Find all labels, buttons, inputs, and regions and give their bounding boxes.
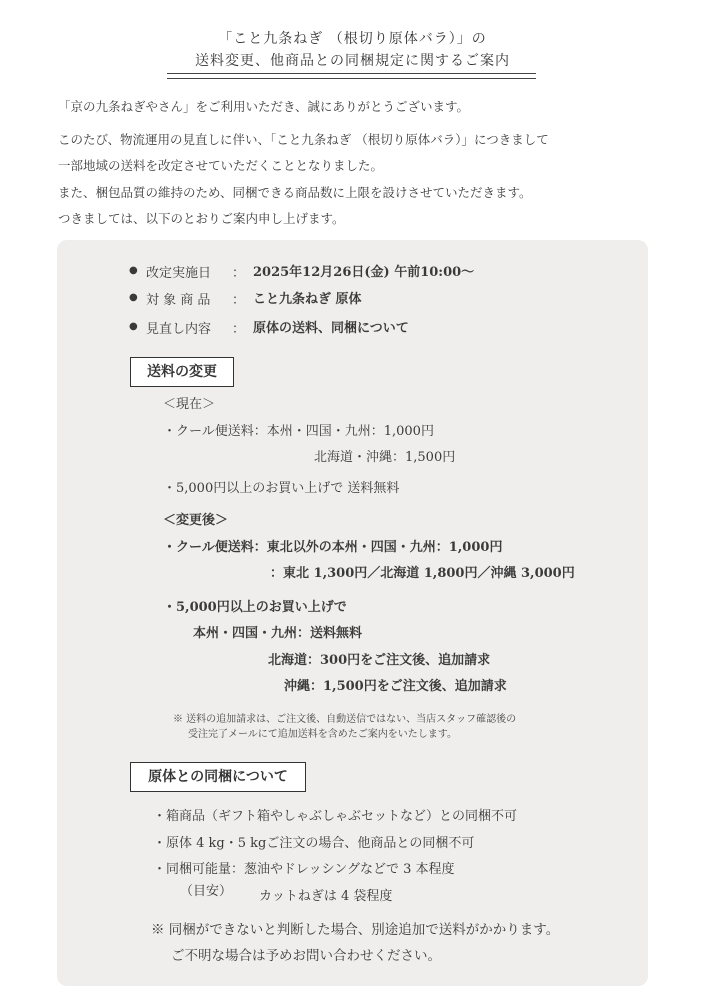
bundle-guide-label: （目安） (180, 884, 233, 899)
summary-value: 原体の送料、同梱について (253, 321, 409, 336)
summary-separator: ： (232, 293, 246, 308)
after-free-honshu: 本州・四国・九州：送料無料 (193, 626, 363, 641)
shipping-note-line1: ※ 送料の追加請求は、ご注文後、自動送信ではない、当店スタッフ確認後の (173, 714, 517, 725)
after-cool-rate-line1: ・クール便送料：東北以外の本州・四国・九州：1,000円 (163, 540, 503, 555)
bullet-icon: ● (129, 265, 138, 276)
after-free-title: ・5,000円以上のお買い上げで (163, 600, 347, 615)
after-free-hokkaido: 北海道：300円をご注文後、追加請求 (268, 653, 491, 668)
current-cool-rate-line1: ・クール便送料：本州・四国・九州：1,000円 (163, 424, 434, 439)
intro-paragraph-1: 「京の九条ねぎやさん」をご利用いただき、誠にありがとうございます。 (58, 99, 470, 114)
bundle-rule-2: ・原体 4 kg・5 kgご注文の場合、他商品との同梱不可 (153, 836, 475, 851)
after-cool-rate-line2: ：東北 1,300円／北海道 1,800円／沖縄 3,000円 (270, 566, 575, 581)
current-heading: ＜現在＞ (163, 397, 216, 412)
intro-paragraph-2: このたび、物流運用の見直しに伴い、「こと九条ねぎ （根切り原体バラ）」につきまして (58, 132, 549, 147)
after-heading: ＜変更後＞ (163, 513, 229, 528)
footer-note-line1: ※ 同梱ができないと判断した場合、別途追加で送料がかかります。 (151, 922, 560, 938)
summary-label: 見直し内容 (146, 322, 212, 337)
bullet-icon: ● (129, 321, 138, 332)
bundle-rule-1: ・箱商品（ギフト箱やしゃぶしゃぶセットなど）との同梱不可 (153, 809, 518, 824)
title-underline-bottom (167, 78, 536, 79)
intro-paragraph-5: つきましては、以下のとおりご案内申し上げます。 (58, 211, 345, 226)
intro-paragraph-4: また、梱包品質の維持のため、同梱できる商品数に上限を設けさせていただきます。 (58, 185, 532, 200)
summary-separator: ： (232, 322, 246, 337)
shipping-section-heading: 送料の変更 (130, 357, 234, 387)
title-underline-top (167, 73, 536, 74)
notice-title-line2: 送料変更、他商品との同梱規定に関するご案内 (195, 53, 510, 69)
bullet-icon: ● (129, 292, 138, 303)
after-free-okinawa: 沖縄：1,500円をご注文後、追加請求 (284, 679, 507, 694)
summary-separator: ： (232, 266, 246, 281)
summary-label: 対 象 商 品 (146, 293, 211, 308)
summary-value: こと九条ねぎ 原体 (253, 292, 362, 307)
current-free-shipping: ・5,000円以上のお買い上げで 送料無料 (163, 481, 400, 496)
current-cool-rate-line2: 北海道・沖縄：1,500円 (314, 450, 456, 465)
footer-note-line2: ご不明な場合は予めお問い合わせください。 (171, 948, 441, 964)
summary-value: 2025年12月26日(金) 午前10:00〜 (253, 265, 475, 280)
bundle-section-heading: 原体との同梱について (130, 762, 306, 792)
notice-title-line1: 「こと九条ねぎ （根切り原体バラ）」の (218, 31, 487, 47)
summary-label: 改定実施日 (146, 266, 212, 281)
bundle-rule-3: ・同梱可能量：葱油やドレッシングなどで 3 本程度 (153, 862, 455, 877)
bundle-rule-4: カットねぎは 4 袋程度 (259, 889, 393, 904)
shipping-note-line2: 受注完了メールにて追加送料を含めたご案内をいたします。 (188, 729, 457, 740)
intro-paragraph-3: 一部地域の送料を改定させていただくこととなりました。 (58, 158, 384, 173)
